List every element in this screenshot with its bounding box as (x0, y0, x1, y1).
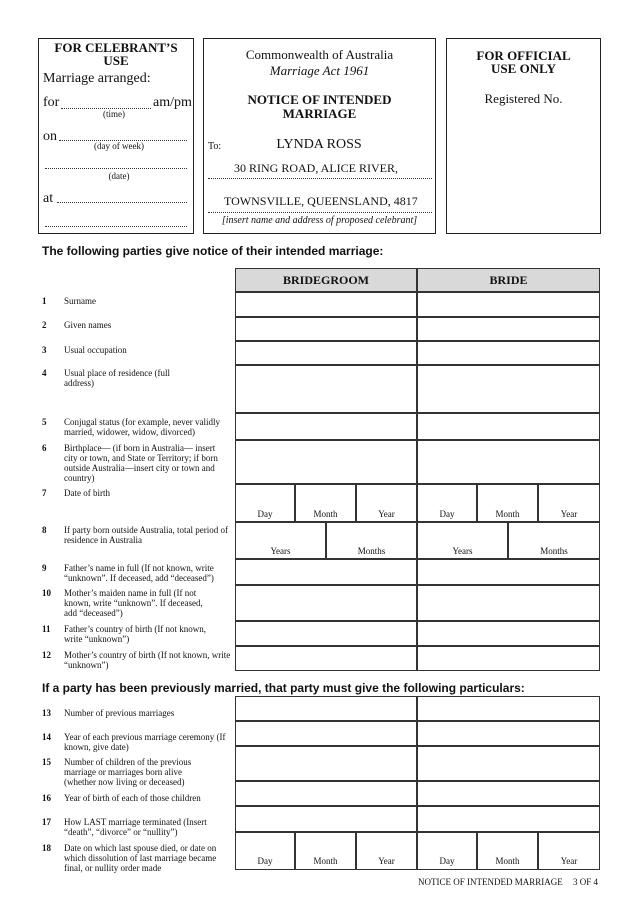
row-number: 14 (42, 732, 51, 742)
row-label: Mother’s country of birth (If not known, write “unknown”) (64, 650, 231, 670)
date-field[interactable] (45, 159, 187, 169)
dob-year-label: Year (378, 509, 395, 519)
place-field-2[interactable] (45, 217, 187, 227)
bride-birthplace-field[interactable] (417, 440, 600, 484)
years-label: Years (270, 546, 291, 556)
row-label: Usual place of residence (full address) (64, 368, 170, 388)
footer-title: NOTICE OF INTENDED MARRIAGE (418, 877, 563, 887)
bride-mother-name-field[interactable] (417, 585, 600, 621)
months-label: Months (540, 546, 568, 556)
row-number: 17 (42, 817, 51, 827)
day-hint: (day of week) (94, 141, 144, 151)
insert-hint: [insert name and address of proposed celebrant] (221, 215, 418, 226)
termination-year-label: Year (560, 856, 578, 866)
address-line-1-rule (208, 175, 432, 179)
bride-given-names-field[interactable] (417, 317, 600, 341)
years-label: Years (452, 546, 473, 556)
marriage-arranged-label: Marriage arranged: (43, 71, 151, 86)
bridegroom-termination-field[interactable] (235, 806, 417, 832)
bride-marriage-year-field[interactable] (417, 721, 600, 746)
bridegroom-previous-marriages-field[interactable] (235, 696, 417, 721)
form-title: NOTICE OF INTENDED MARRIAGE (247, 92, 392, 121)
row-label: Father’s name in full (If not known, write “unknown”. If deceased, add “deceased”) (64, 563, 214, 583)
place-field-1[interactable] (57, 193, 187, 203)
commonwealth-label: Commonwealth of Australia (245, 47, 394, 62)
row-label: Date of birth (64, 488, 110, 498)
bride-children-count-field[interactable] (417, 746, 600, 781)
bride-conjugal-status-field[interactable] (417, 413, 600, 440)
bride-father-country-field[interactable] (417, 621, 600, 646)
celebrant-address-line-1[interactable]: 30 RING ROAD, ALICE RIVER, (234, 161, 398, 175)
months-label: Months (357, 546, 386, 556)
bride-father-name-field[interactable] (417, 559, 600, 585)
row-label: Conjugal status (for example, never validly married, widower, widow, divorced) (64, 417, 220, 437)
bride-termination-field[interactable] (417, 806, 600, 832)
row-number: 13 (42, 708, 51, 718)
bridegroom-residence-field[interactable] (235, 365, 417, 413)
bride-residence-field[interactable] (417, 365, 600, 413)
bride-occupation-field[interactable] (417, 341, 600, 365)
bride-children-birth-year-field[interactable] (417, 781, 600, 806)
to-label: To: (208, 141, 222, 152)
bridegroom-children-count-field[interactable] (235, 746, 417, 781)
ampm-label: am/pm (153, 95, 192, 110)
row-number: 15 (42, 757, 51, 767)
bride-mother-country-field[interactable] (417, 646, 600, 671)
row-label: Birthplace— (if born in Australia— insert city or town, and State or Territory; if born outside Australia—insert city or town and country) (64, 443, 218, 483)
dob-day-label: Day (439, 509, 455, 519)
row-label: Given names (64, 320, 112, 330)
bridegroom-conjugal-status-field[interactable] (235, 413, 417, 440)
date-hint: (date) (108, 171, 130, 181)
row-label: If party born outside Australia, total period of residence in Australia (64, 525, 228, 545)
row-label: Usual occupation (64, 345, 127, 355)
section-2-heading: If a party has been previously married, that party must give the following particulars: (42, 681, 525, 695)
row-number: 3 (42, 345, 47, 355)
section-1-heading: The following parties give notice of their intended marriage: (42, 244, 384, 258)
bridegroom-surname-field[interactable] (235, 292, 417, 317)
row-number: 10 (42, 588, 51, 598)
address-line-2-rule (208, 209, 432, 213)
celebrant-name[interactable]: LYNDA ROSS (276, 137, 362, 152)
bridegroom-marriage-year-field[interactable] (235, 721, 417, 746)
time-hint: (time) (103, 109, 125, 119)
bridegroom-column-header: BRIDEGROOM (235, 268, 417, 292)
row-number: 2 (42, 320, 47, 330)
dob-month-label: Month (313, 509, 338, 519)
row-label: Surname (64, 296, 96, 306)
notice-header-box (203, 38, 436, 234)
bride-surname-field[interactable] (417, 292, 600, 317)
termination-day-label: Day (257, 856, 273, 866)
row-label: Father’s country of birth (If not known, write “unknown”) (64, 624, 207, 644)
bridegroom-occupation-field[interactable] (235, 341, 417, 365)
time-field[interactable] (61, 97, 151, 109)
row-number: 5 (42, 417, 47, 427)
at-label: at (43, 191, 54, 206)
row-label: Date on which last spouse died, or date on which dissolution of last marriage became final, or nullity order made (64, 843, 217, 873)
row-number: 8 (42, 525, 47, 535)
celebrant-box-title: FOR CELEBRANT’S USE (54, 40, 178, 68)
row-number: 11 (42, 624, 51, 634)
termination-year-label: Year (378, 856, 395, 866)
row-label: Year of birth of each of those children (64, 793, 201, 803)
celebrant-address-line-2[interactable]: TOWNSVILLE, QUEENSLAND, 4817 (224, 194, 418, 208)
official-use-title: FOR OFFICIAL USE ONLY (476, 48, 571, 76)
row-number: 6 (42, 443, 47, 453)
bridegroom-birthplace-field[interactable] (235, 440, 417, 484)
row-label: Number of children of the previous marriage or marriages born alive (whether now living or deceased) (64, 757, 192, 787)
termination-month-label: Month (495, 856, 520, 866)
termination-month-label: Month (313, 856, 338, 866)
for-label: for (43, 95, 60, 110)
bride-column-header: BRIDE (417, 268, 600, 292)
dob-year-label: Year (560, 509, 578, 519)
bridegroom-father-country-field[interactable] (235, 621, 417, 646)
row-number: 16 (42, 793, 51, 803)
act-label: Marriage Act 1961 (269, 63, 370, 78)
row-label: Number of previous marriages (64, 708, 175, 718)
row-number: 1 (42, 296, 47, 306)
row-number: 18 (42, 843, 51, 853)
registered-no-label: Registered No. (484, 91, 563, 106)
row-label: How LAST marriage terminated (Insert “death”, “divorce” or “nullity”) (64, 817, 207, 837)
row-number: 9 (42, 563, 47, 573)
bridegroom-mother-name-field[interactable] (235, 585, 417, 621)
bridegroom-children-birth-year-field[interactable] (235, 781, 417, 806)
row-number: 7 (42, 488, 47, 498)
footer-page-number: 3 OF 4 (573, 877, 599, 887)
bride-previous-marriages-field[interactable] (417, 696, 600, 721)
celebrant-box (38, 38, 194, 234)
dob-day-label: Day (257, 509, 273, 519)
official-use-box (446, 38, 601, 234)
bridegroom-given-names-field[interactable] (235, 317, 417, 341)
row-number: 12 (42, 650, 51, 660)
bridegroom-father-name-field[interactable] (235, 559, 417, 585)
row-number: 4 (42, 368, 47, 378)
termination-day-label: Day (439, 856, 455, 866)
row-label: Year of each previous marriage ceremony (If known, give date) (64, 732, 226, 752)
row-label: Mother’s maiden name in full (If not known, write “unknown”. If deceased, add “deceased”) (64, 588, 203, 618)
bridegroom-mother-country-field[interactable] (235, 646, 417, 671)
on-label: on (43, 129, 57, 144)
dob-month-label: Month (495, 509, 520, 519)
day-of-week-field[interactable] (59, 131, 187, 141)
